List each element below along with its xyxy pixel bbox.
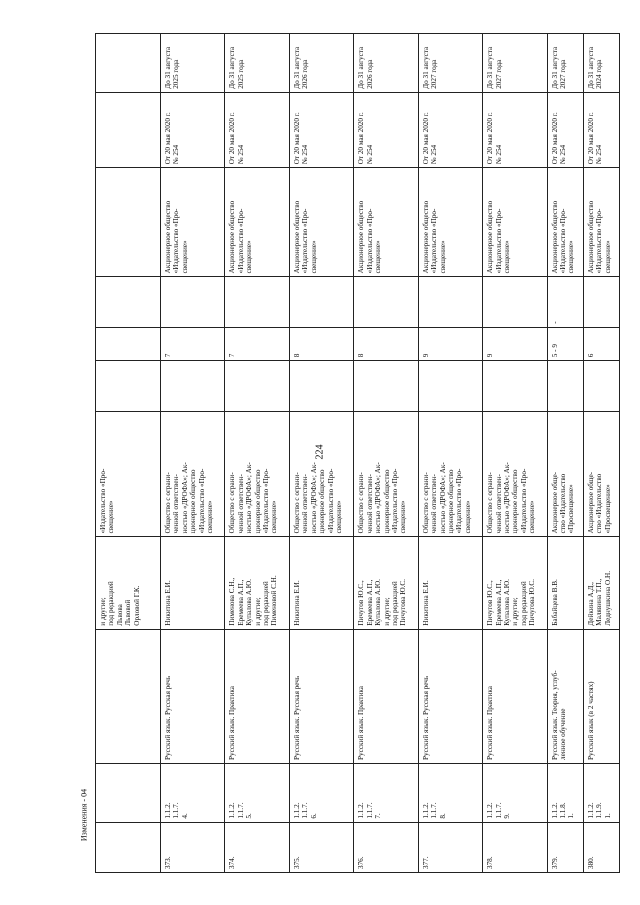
cell-blank2 xyxy=(289,277,353,327)
cell-num: 380. xyxy=(583,822,619,872)
cell-title: Русский язык. Русская речь xyxy=(418,629,482,763)
cell-blank1 xyxy=(418,361,482,411)
cell-grade: 8 xyxy=(354,327,418,361)
cell-grade: 9 xyxy=(483,327,547,361)
cont-publisher: «Издательство «Про- свещение» xyxy=(96,411,161,537)
cell-grade: 9 xyxy=(418,327,482,361)
cell-until: До 31 августа 2024 года xyxy=(583,34,619,93)
cell-until: До 31 августа 2027 года xyxy=(483,34,547,93)
table-row xyxy=(583,34,619,873)
cell-grade: 5 - 9 xyxy=(547,327,583,361)
cell-title: Русский язык (в 2 частях) xyxy=(583,629,619,763)
cell-code: 1.1.2. 1.1.7. 4. xyxy=(161,763,225,822)
cell-until: До 31 августа 2026 года xyxy=(354,34,418,93)
cell-num: 374. xyxy=(225,822,289,872)
cell-blank1 xyxy=(161,361,225,411)
cell-author: Пименова С.Н., Еремеева А.П., Купалова А.Ю. и другие; под редакцией Пименовой С.Н. xyxy=(225,537,289,629)
cell-title: Русский язык. Практика xyxy=(225,629,289,763)
cell-grade: 7 xyxy=(225,327,289,361)
cell-blank2 xyxy=(161,277,225,327)
cell-publisher: Общество с ограни- ченной ответствен- ностью «ДРОФА»; Ак- ционерное общество «Издательство «Про- свещение» xyxy=(483,411,547,537)
page-number: 224 xyxy=(314,444,326,460)
cell-num: 379. xyxy=(547,822,583,872)
cont-title xyxy=(96,629,161,763)
cell-blank1 xyxy=(583,361,619,411)
cont-until xyxy=(96,34,161,93)
cell-blank1 xyxy=(354,361,418,411)
cell-company: Акционерное общество «Издательство «Про- свещение» xyxy=(418,168,482,277)
table-row xyxy=(418,34,482,873)
cell-order: От 20 мая 2020 г. № 254 xyxy=(418,92,482,168)
cell-blank2 xyxy=(418,277,482,327)
table-row xyxy=(225,34,289,873)
cell-blank2 xyxy=(583,277,619,327)
table-row xyxy=(483,34,547,873)
cell-code: 1.1.2. 1.1.7. 7. xyxy=(354,763,418,822)
cell-author: Пичугов Ю.С., Еремеева А.П., Купалова А.Ю. и другие; под редакцией Пичугова Ю.С. xyxy=(354,537,418,629)
cont-code xyxy=(96,763,161,822)
cont-num xyxy=(96,822,161,872)
cell-num: 378. xyxy=(483,822,547,872)
cell-blank2: - xyxy=(547,277,583,327)
cell-order: От 20 мая 2020 г. № 254 xyxy=(583,92,619,168)
cont-grade xyxy=(96,327,161,361)
cell-order: От 20 мая 2020 г. № 254 xyxy=(354,92,418,168)
cell-company: Акционерное общество «Издательство «Про- свещение» xyxy=(583,168,619,277)
cell-publisher: Общество с ограни- ченной ответствен- ностью «ДРОФА»; Ак- ционерное общество «Издательство «Про- свещение» xyxy=(161,411,225,537)
cell-code: 1.1.2. 1.1.7. 6. xyxy=(289,763,353,822)
cell-blank1 xyxy=(547,361,583,411)
cell-until: До 31 августа 2025 года xyxy=(161,34,225,93)
cell-until: До 31 августа 2026 года xyxy=(289,34,353,93)
footer-note: Изменения - 04 xyxy=(79,788,89,842)
cell-until: До 31 августа 2027 года xyxy=(418,34,482,93)
cell-num: 376. xyxy=(354,822,418,872)
cell-order: От 20 мая 2020 г. № 254 xyxy=(225,92,289,168)
cell-grade: 8 xyxy=(289,327,353,361)
continuation-row xyxy=(96,34,161,873)
cell-code: 1.1.2. 1.1.7. 5. xyxy=(225,763,289,822)
cell-code: 1.1.2. 1.1.7. 8. xyxy=(418,763,482,822)
cell-title: Русский язык. Практика xyxy=(354,629,418,763)
cell-company: Акционерное общество «Издательство «Про- свещение» xyxy=(354,168,418,277)
cont-blank1 xyxy=(96,361,161,411)
cont-blank2 xyxy=(96,277,161,327)
cell-blank1 xyxy=(225,361,289,411)
textbook-table xyxy=(95,33,620,873)
cell-company: Акционерное общество «Издательство «Про- свещение» xyxy=(289,168,353,277)
table-row xyxy=(547,34,583,873)
cell-author: Никитина Е.И. xyxy=(161,537,225,629)
cell-order: От 20 мая 2020 г. № 254 xyxy=(483,92,547,168)
cell-until: До 31 августа 2025 года xyxy=(225,34,289,93)
cell-num: 373. xyxy=(161,822,225,872)
table-row xyxy=(161,34,225,873)
cell-code: 1.1.2. 1.1.9. 1. xyxy=(583,763,619,822)
cell-author: Бабайцева В.В. xyxy=(547,537,583,629)
cell-publisher: Общество с ограни- ченной ответствен- ностью «ДРОФА»; Ак- ционерное общество «Издательство «Про- свещение» xyxy=(354,411,418,537)
cell-publisher: Общество с ограни- ченной ответствен- ностью «ДРОФА»; Ак- ционерное общество «Издательство «Про- свещение» xyxy=(225,411,289,537)
table-row xyxy=(354,34,418,873)
cont-company xyxy=(96,168,161,277)
cell-title: Русский язык. Русская речь xyxy=(161,629,225,763)
cell-blank2 xyxy=(483,277,547,327)
cell-grade: 7 xyxy=(161,327,225,361)
cell-company: Акционерное общество «Издательство «Про- свещение» xyxy=(225,168,289,277)
cell-title: Русский язык. Русская речь xyxy=(289,629,353,763)
cell-title: Русский язык. Теория, углуб- ленное обучение xyxy=(547,629,583,763)
cell-order: От 20 мая 2020 г. № 254 xyxy=(289,92,353,168)
cell-order: От 20 мая 2020 г. № 254 xyxy=(547,92,583,168)
cell-publisher: Акционерное обще- ство «Издательство «Просвещение» xyxy=(547,411,583,537)
rotated-page xyxy=(95,33,620,873)
cell-order: От 20 мая 2020 г. № 254 xyxy=(161,92,225,168)
cell-blank2 xyxy=(225,277,289,327)
cell-blank1 xyxy=(483,361,547,411)
cell-author: Никитина Е.И. xyxy=(418,537,482,629)
cell-author: Никитина Е.И. xyxy=(289,537,353,629)
cell-publisher: Общество с ограни- ченной ответствен- ностью «ДРОФА»; Ак- ционерное общество «Издательство «Про- свещение» xyxy=(289,411,353,537)
cell-publisher: Акционерное обще- ство «Издательство «Просвещение» xyxy=(583,411,619,537)
cell-company: Акционерное общество «Издательство «Про- свещение» xyxy=(483,168,547,277)
cell-company: Акционерное общество «Издательство «Про- свещение» xyxy=(161,168,225,277)
cell-num: 375. xyxy=(289,822,353,872)
cell-blank1 xyxy=(289,361,353,411)
cont-author: и другие; под редакцией Львова Львовой Орловой Г.К. xyxy=(96,537,161,629)
table-row xyxy=(289,34,353,873)
cell-blank2 xyxy=(354,277,418,327)
cell-until: До 31 августа 2027 года xyxy=(547,34,583,93)
cell-title: Русский язык. Практика xyxy=(483,629,547,763)
cell-grade: 6 xyxy=(583,327,619,361)
cell-code: 1.1.2. 1.1.7. 9. xyxy=(483,763,547,822)
cell-publisher: Общество с ограни- ченной ответствен- ностью «ДРОФА»; Ак- ционерное общество «Издательство «Про- свещение» xyxy=(418,411,482,537)
cell-num: 377. xyxy=(418,822,482,872)
cell-author: Пичугов Ю.С., Еремеева А.П., Купалова А.Ю. и другие; под редакцией Пичугова Ю.С. xyxy=(483,537,547,629)
cell-code: 1.1.2. 1.1.8. 1. xyxy=(547,763,583,822)
cont-order xyxy=(96,92,161,168)
cell-company: Акционерное общество «Издательство «Про- свещение» xyxy=(547,168,583,277)
cell-author: Дейкина А.Д., Малявина Т.П., Леднушкина О.Н. xyxy=(583,537,619,629)
